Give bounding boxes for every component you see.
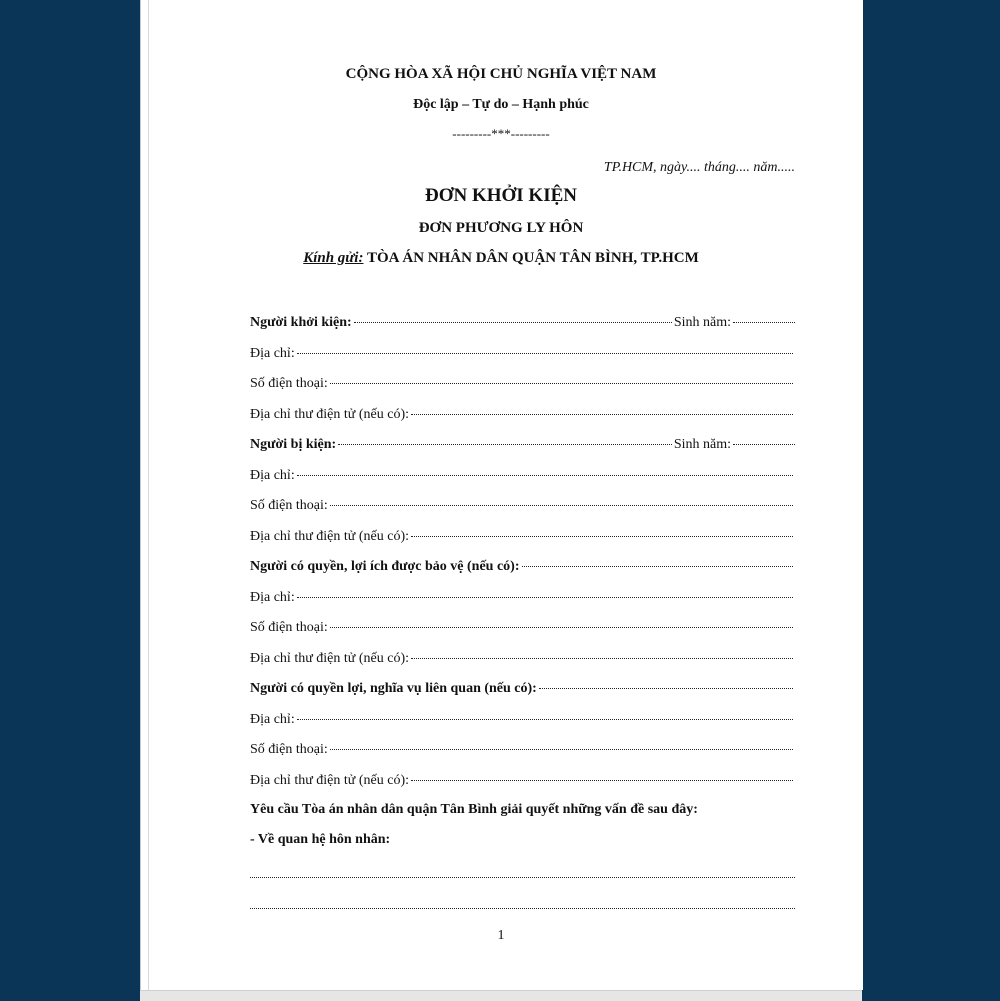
field-label: Người có quyền, lợi ích được bảo vệ (nếu có): [250,559,520,574]
page-number: 1 [497,928,505,943]
form-field-row [250,495,795,517]
birth-year-label: Sinh năm: [673,315,731,330]
field-fill-line[interactable] [411,657,793,659]
date-line: TP.HCM, ngày.... tháng.... năm..... [603,160,795,175]
form-field-row [250,526,795,548]
document-subtitle: ĐƠN PHƯƠNG LY HÔN [418,220,584,236]
form-field-row [250,709,795,731]
field-label: Địa chỉ: [250,712,295,727]
recipient-line [140,250,862,267]
field-fill-line[interactable] [297,474,793,476]
blank-line[interactable] [250,876,795,878]
birth-year-fill-line[interactable] [733,321,795,323]
field-label: Địa chỉ: [250,590,295,605]
field-label: Địa chỉ: [250,346,295,361]
field-fill-line[interactable] [297,718,793,720]
field-fill-line[interactable] [330,626,793,628]
marriage-heading: - Về quan hệ hôn nhân: [250,832,391,847]
field-label: Địa chỉ thư điện tử (nếu có): [250,651,410,666]
page-margin-guide [148,0,149,990]
form-field-row [250,587,795,609]
form-field-row [250,739,795,761]
document-title: ĐƠN KHỞI KIỆN [424,185,578,206]
field-label: Địa chỉ thư điện tử (nếu có): [250,529,410,544]
recipient-prefix: Kính gửi: [303,250,364,266]
field-fill-line[interactable] [330,748,793,750]
field-label: Số điện thoại: [250,742,328,757]
field-label: Người bị kiện: [250,437,337,452]
field-fill-line[interactable] [330,504,793,506]
field-fill-line[interactable] [411,535,793,537]
field-fill-line[interactable] [522,565,794,567]
field-label: Địa chỉ thư điện tử (nếu có): [250,407,410,422]
field-label: Người khởi kiện: [250,315,352,330]
field-fill-line[interactable] [338,443,672,445]
form-field-row [250,617,795,639]
field-fill-line[interactable] [330,382,793,384]
motto: Độc lập – Tự do – Hạnh phúc [413,97,589,112]
field-fill-line[interactable] [297,596,793,598]
field-label: Số điện thoại: [250,620,328,635]
form-field-row [250,770,795,792]
form-field-row [250,465,795,487]
field-fill-line[interactable] [354,321,672,323]
field-label: Địa chỉ: [250,468,295,483]
form-field-row [250,343,795,365]
form-field-row [250,312,795,334]
field-fill-line[interactable] [411,413,793,415]
field-label: Người có quyền lợi, nghĩa vụ liên quan (nếu có): [250,681,537,696]
field-label: Số điện thoại: [250,498,328,513]
page-bottom-edge [140,990,862,1001]
nation-header: CỘNG HÒA XÃ HỘI CHỦ NGHĨA VIỆT NAM [345,66,657,82]
birth-year-label: Sinh năm: [673,437,731,452]
field-label: Số điện thoại: [250,376,328,391]
field-fill-line[interactable] [411,779,793,781]
field-label: Địa chỉ thư điện tử (nếu có): [250,773,410,788]
field-fill-line[interactable] [539,687,793,689]
form-field-row [250,434,795,456]
form-field-row [250,404,795,426]
recipient-name: TÒA ÁN NHÂN DÂN QUẬN TÂN BÌNH, TP.HCM [366,250,699,266]
divider-stars: ---------***--------- [452,126,550,141]
form-field-row [250,648,795,670]
blank-line[interactable] [250,907,795,909]
form-field-row [250,556,795,578]
birth-year-fill-line[interactable] [733,443,795,445]
request-heading: Yêu cầu Tòa án nhân dân quận Tân Bình giải quyết những vấn đề sau đây: [250,802,698,817]
form-field-row [250,373,795,395]
field-fill-line[interactable] [297,352,793,354]
form-field-row [250,678,795,700]
